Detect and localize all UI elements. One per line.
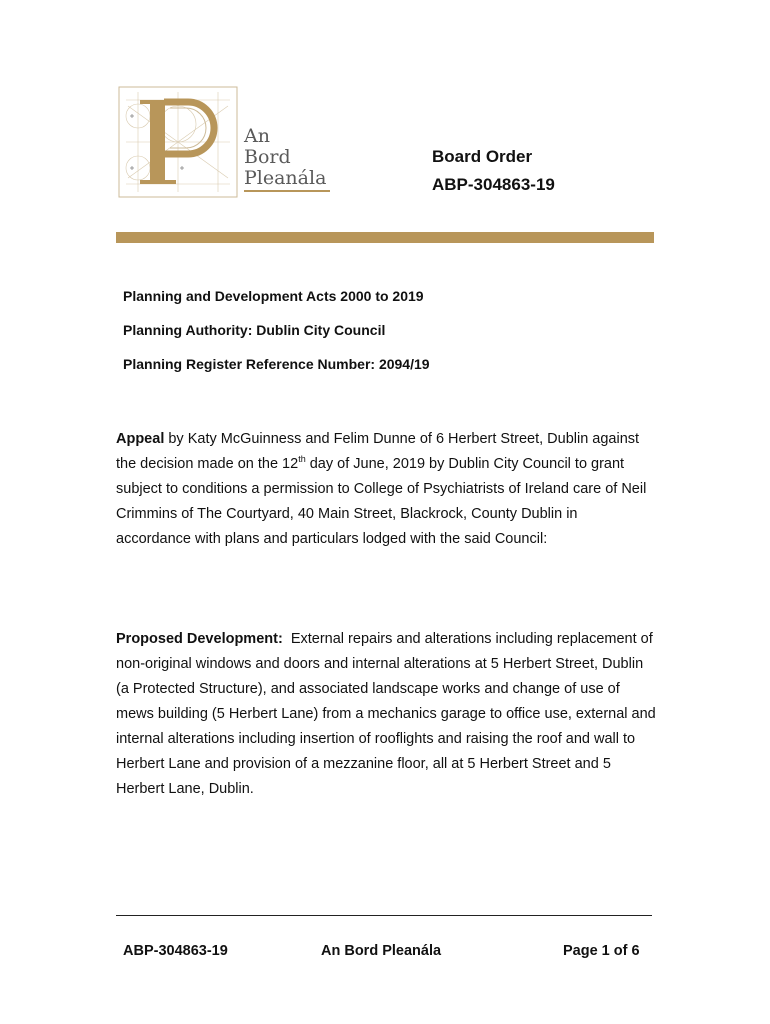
- brand-name-line-3: Pleanála: [244, 167, 327, 189]
- case-reference: ABP-304863-19: [432, 175, 555, 194]
- appeal-label: Appeal: [116, 431, 165, 447]
- acts-block: [123, 285, 430, 387]
- proposed-development-text: External repairs and alterations including replacement of non-original windows and doors and internal alterations at 5 Herbert Street, Dublin (a Protected Structure), and associated landscape works and change of use of mews building (5 Herbert Lane) from a mechanics garage to office use, external and internal alterations including insertion of rooflights and raising the roof and wall to Herbert Lane and provision of a mezzanine floor, all at 5 Herbert Street and 5 Herbert Lane, Dublin.: [116, 631, 660, 797]
- proposed-development-paragraph: [116, 627, 660, 802]
- appeal-text-part-2: day of June, 2019 by Dublin City Council to grant subject to conditions a permission to College of Psychiatrists of Ireland care of Neil Crimmins of The Courtyard, 40 Main Street, Blackrock, County Dublin in accordance with plans and particulars lodged with the said Council:: [116, 456, 647, 547]
- brand-name-line-1: An: [244, 125, 270, 147]
- planning-authority-line: Planning Authority: Dublin City Council: [123, 322, 386, 338]
- header-divider-bar: [116, 232, 654, 243]
- appeal-paragraph: [116, 427, 656, 552]
- brand-underline: [244, 190, 330, 192]
- proposed-development-label: Proposed Development:: [116, 631, 283, 647]
- acts-line: Planning and Development Acts 2000 to 2019: [123, 288, 424, 304]
- header-block: [432, 143, 555, 199]
- appeal-ordinal-suffix: th: [298, 454, 306, 465]
- document-title: Board Order: [432, 147, 533, 166]
- footer-rule: [116, 915, 652, 916]
- brand-name: [244, 126, 326, 189]
- footer-reference: ABP-304863-19: [123, 943, 228, 959]
- footer-page-number: Page 1 of 6: [563, 943, 640, 959]
- appeal-text-part-1: by Katy McGuinness and Felim Dunne of 6 Herbert Street, Dublin against the decision made on the 12: [116, 431, 640, 472]
- an-bord-pleanala-logo-icon: [118, 86, 238, 198]
- register-reference-line: Planning Register Reference Number: 2094/19: [123, 356, 430, 372]
- footer-organisation: An Bord Pleanála: [321, 943, 442, 959]
- brand-name-line-2: Bord: [244, 146, 291, 168]
